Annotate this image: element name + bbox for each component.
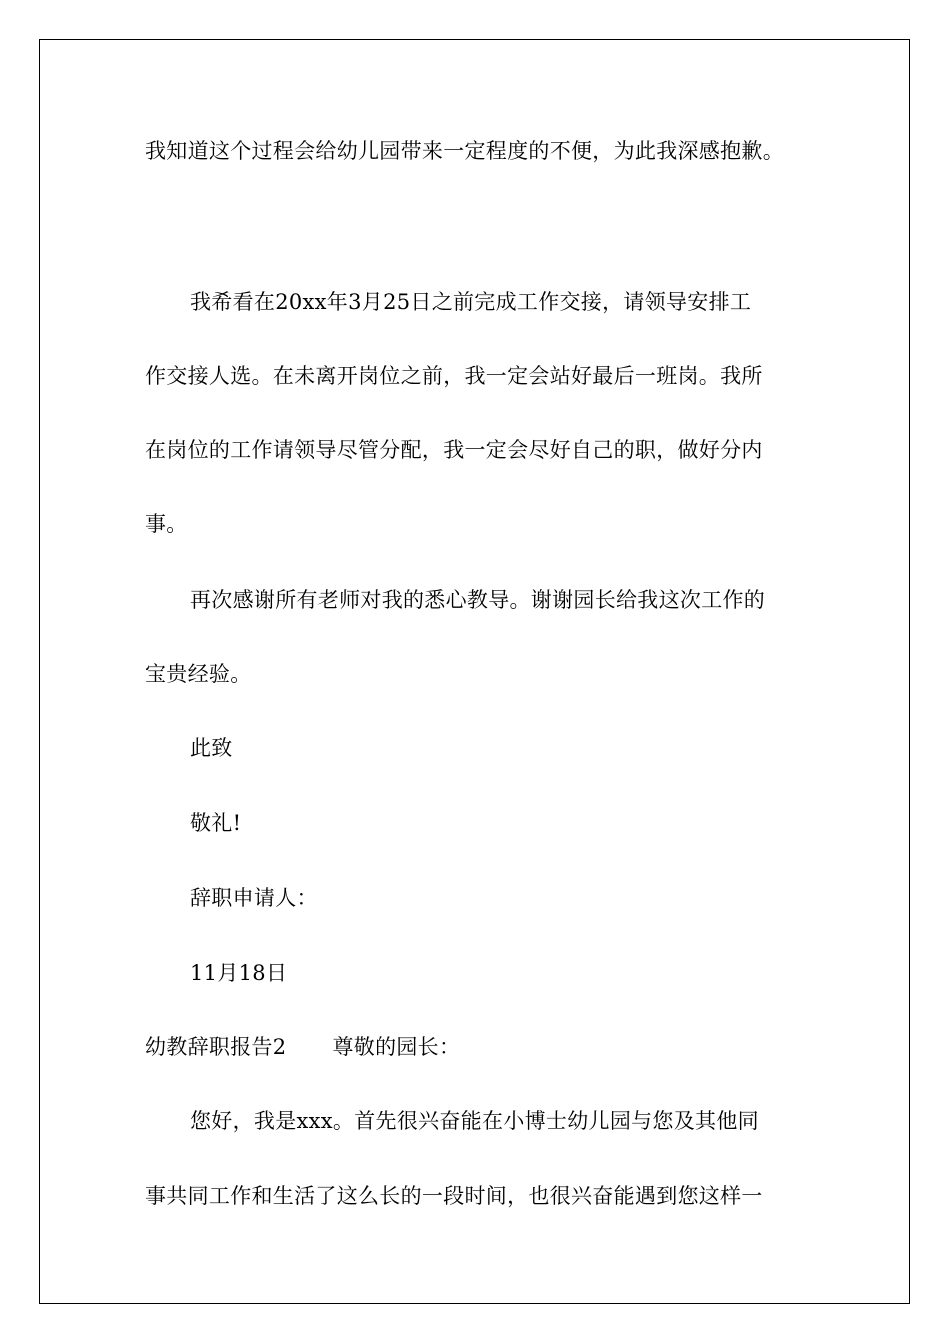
paragraph-line: 我希看在20xx年3月25日之前完成工作交接，请领导安排工 xyxy=(190,290,752,314)
paragraph-line: 事。 xyxy=(145,512,188,536)
heading-salutation: 尊敬的园长： xyxy=(332,1035,461,1059)
section-heading xyxy=(145,1032,460,1062)
paragraph-line: 作交接人选。在未离开岗位之前，我一定会站好最后一班岗。我所 xyxy=(145,364,763,388)
paragraph-line: 我知道这个过程会给幼儿园带来一定程度的不便，为此我深感抱歉。 xyxy=(145,139,784,163)
paragraph-line: 再次感谢所有老师对我的悉心教导。谢谢园长给我这次工作的 xyxy=(190,588,766,612)
signature-line: 辞职申请人： xyxy=(190,886,318,910)
closing-line: 此致 xyxy=(190,736,233,760)
paragraph-line: 您好，我是xxx。首先很兴奋能在小博士幼儿园与您及其他同 xyxy=(190,1109,759,1133)
closing-line: 敬礼! xyxy=(190,811,242,835)
date-line: 11月18日 xyxy=(190,961,288,985)
heading-title: 幼教辞职报告2 xyxy=(145,1035,287,1059)
paragraph-line: 事共同工作和生活了这么长的一段时间，也很兴奋能遇到您这样一 xyxy=(145,1184,763,1208)
paragraph-line: 宝贵经验。 xyxy=(145,662,252,686)
paragraph-line: 在岗位的工作请领导尽管分配，我一定会尽好自己的职，做好分内 xyxy=(145,438,763,462)
